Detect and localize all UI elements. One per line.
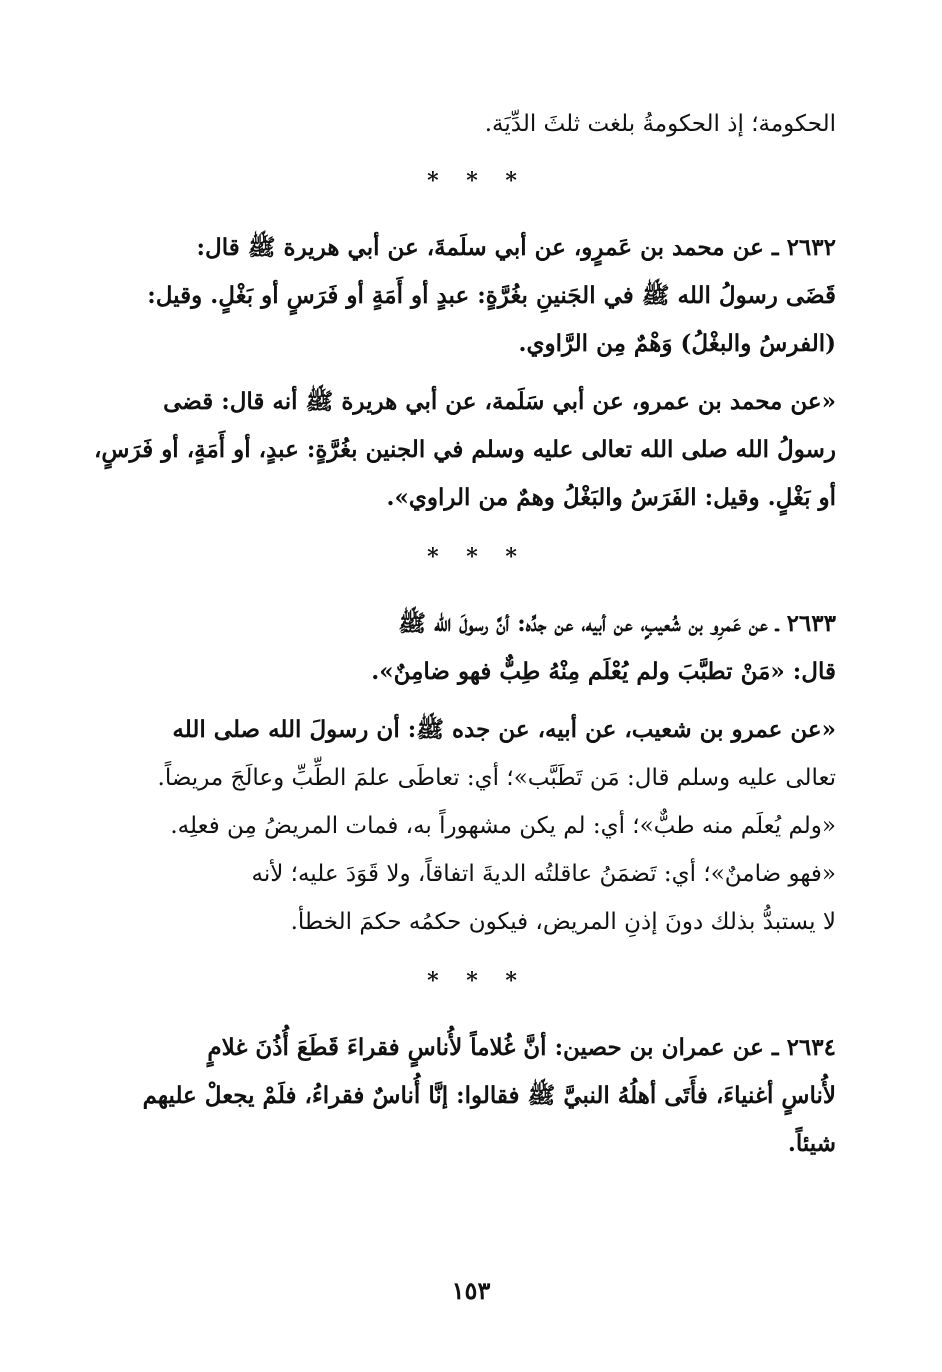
text-line: قال: «مَنْ تطبَّبَ ولم يُعْلَم مِنْهُ طِبٌّ فهو ضامِنٌ».	[371, 658, 836, 685]
commentary-line: أو بَغْلٍ. وقيل: الفَرَسُ والبَغْلُ وهمٌ من الراوي».	[386, 484, 836, 511]
intro-line: الحكومة؛ إذ الحكومةُ بلغت ثلثَ الدِّيَة.	[484, 111, 836, 137]
text-line: ٢٦٣٣ ـ عن عَمرِو بن شُعيبٍ، عن أبيه، عن جدِّه: أنَّ رسولَ الله ﷺ	[398, 610, 836, 637]
commentary-line: «ولم يُعلَم منه طبٌّ»؛ أي: لم يكن مشهوراً به، فمات المريضُ مِن فعلِه.	[170, 813, 836, 839]
commentary-line: «عن محمد بن عمرو، عن أبي سَلَمة، عن أبي هريرة ﷺ أنه قال: قضى	[163, 388, 836, 415]
hadith-2632-text	[118, 224, 836, 368]
commentary-line: لا يستبدُّ بذلك دونَ إذنِ المريض، فيكون حكمُه حكمَ الخطأ.	[290, 909, 836, 935]
text-line: (الفرسُ والبغْلُ) وَهْمٌ مِن الرَّاوي.	[518, 330, 836, 357]
commentary-line: تعالى عليه وسلم قال: مَن تَطَبَّب»؛ أي: تعاطَى علمَ الطِّبِّ وعالَجَ مريضاً.	[157, 765, 836, 791]
text-line: شيئاً.	[787, 1130, 836, 1157]
text-line: لأُناسٍ أغنياءَ، فأَتَى أهلُهُ النبيَّ ﷺ فقالوا: إنَّا أُناسٌ فقراءُ، فلَمْ يجعلْ عليهم	[142, 1082, 836, 1109]
hadith-2632-commentary	[94, 378, 836, 522]
section-separator: * * *	[427, 968, 527, 994]
page-body	[94, 100, 836, 1178]
text-line: قَضَى رسولُ الله ﷺ في الجَنينِ بغُرَّةٍ: عبدٍ أو أَمَةٍ أو فَرَسٍ أو بَغْلٍ. وقيل:	[147, 282, 836, 309]
commentary-line: «فهو ضامنٌ»؛ أي: تَضمَنُ عاقلتُه الديةَ اتفاقاً، ولا قَوَدَ عليه؛ لأنه	[251, 861, 836, 887]
section-separator: * * *	[427, 544, 527, 570]
hadith-2634-text	[118, 1024, 836, 1168]
section-separator: * * *	[427, 168, 527, 194]
hadith-2633-text	[118, 600, 836, 696]
text-line: ٢٦٣٤ ـ عن عمران بن حصين: أنَّ غُلاماً لأُناسٍ فقراءَ قَطَعَ أُذُنَ غلامٍ	[207, 1034, 836, 1061]
text-line: ٢٦٣٢ ـ عن محمد بن عَمرٍو، عن أبي سلَمةَ، عن أبي هريرة ﷺ قال:	[196, 234, 836, 261]
page-number: ١٥٣	[451, 1276, 491, 1305]
hadith-2633-commentary	[118, 706, 836, 946]
commentary-line: رسولُ الله صلى الله تعالى عليه وسلم في الجنين بغُرَّةٍ: عبدٍ، أو أَمَةٍ، أو فَرَسٍ،	[94, 436, 836, 463]
commentary-line: «عن عمرو بن شعيب، عن أبيه، عن جده ﷺ: أن رسولَ الله صلى الله	[172, 716, 836, 743]
